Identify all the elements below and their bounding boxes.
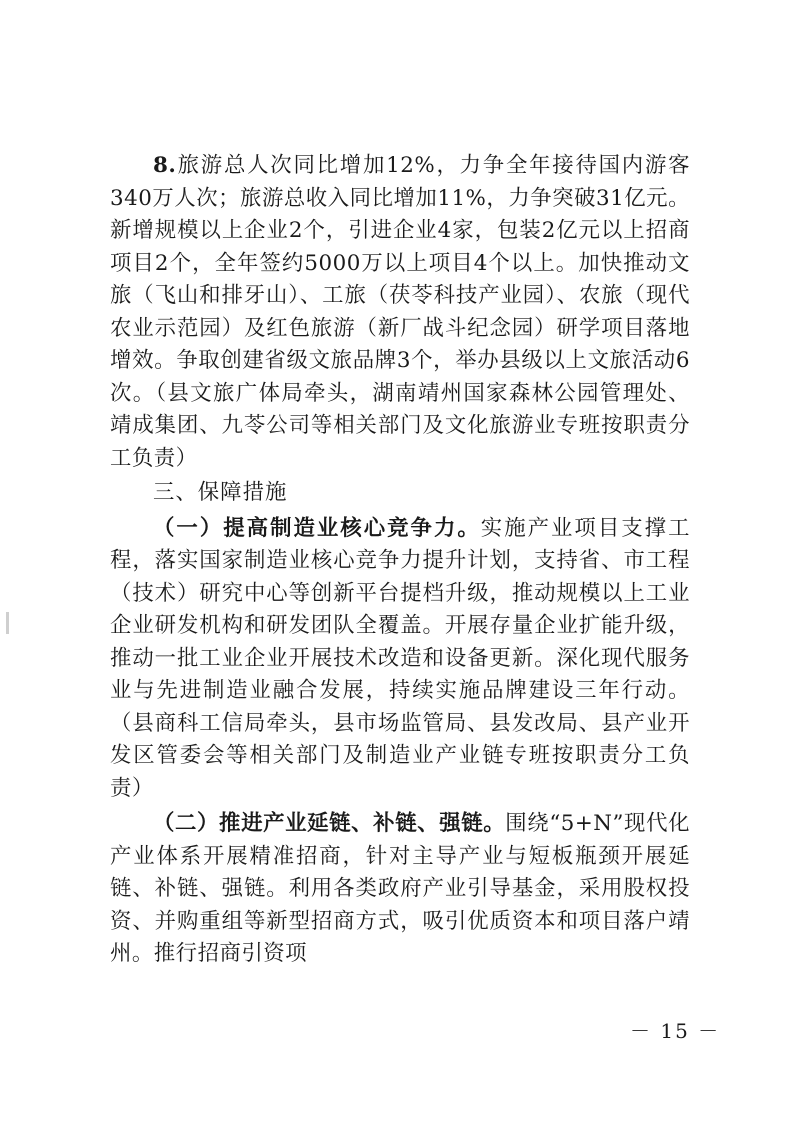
- subsection-1-text: 实施产业项目支撑工程，落实国家制造业核心竞争力提升计划，支持省、市工程（技术）研究中心等创新平台提档升级，推动规模以上工业企业研发机构和研发团队全覆盖。开展存量企业扩能升级，推动一批工业企业开展技术改造和设备更新。深化现代服务业与先进制造业融合发展，持续实施品牌建设三年行动。（县商科工信局牵头，县市场监管局、县发改局、县产业开发区管委会等相关部门及制造业产业链专班按职责分工负责）: [110, 515, 690, 801]
- section-3-heading: 三、保障措施: [153, 480, 288, 505]
- item-8-paragraph: [110, 150, 690, 475]
- subsection-1-title: （一）提高制造业核心竞争力。: [153, 515, 481, 541]
- item-8-text: 旅游总人次同比增加12%，力争全年接待国内游客340万人次；旅游总收入同比增加11%，力争突破31亿元。新增规模以上企业2个，引进企业4家，包装2亿元以上招商项目2个，全年签约5000万以上项目4个以上。加快推动文旅（飞山和排牙山）、工旅（茯苓科技产业园）、农旅（现代农业示范园）及红色旅游（新厂战斗纪念园）研学项目落地增效。争取创建省级文旅品牌3个，举办县级以上文旅活动6次。（县文旅广体局牵头，湖南靖州国家森林公园管理处、靖成集团、九苓公司等相关部门及文化旅游业专班按职责分工负责）: [110, 153, 690, 471]
- scan-edge-mark: [6, 612, 9, 634]
- item-8-number: 8.: [153, 153, 177, 178]
- subsection-2-paragraph: [110, 808, 690, 971]
- subsection-2-title: （二）推进产业延链、补链、强链。: [153, 811, 506, 836]
- page-number: － 15 －: [630, 1019, 721, 1043]
- document-body: [110, 150, 690, 971]
- subsection-2-text: 围绕“5+N”现代化产业体系开展精准招商，针对主导产业与短板瓶颈开展延链、补链、强链。利用各类政府产业引导基金，采用股权投资、并购重组等新型招商方式，吸引优质资本和项目落户靖州。推行招商引资项: [110, 811, 690, 966]
- subsection-1-paragraph: [110, 513, 690, 806]
